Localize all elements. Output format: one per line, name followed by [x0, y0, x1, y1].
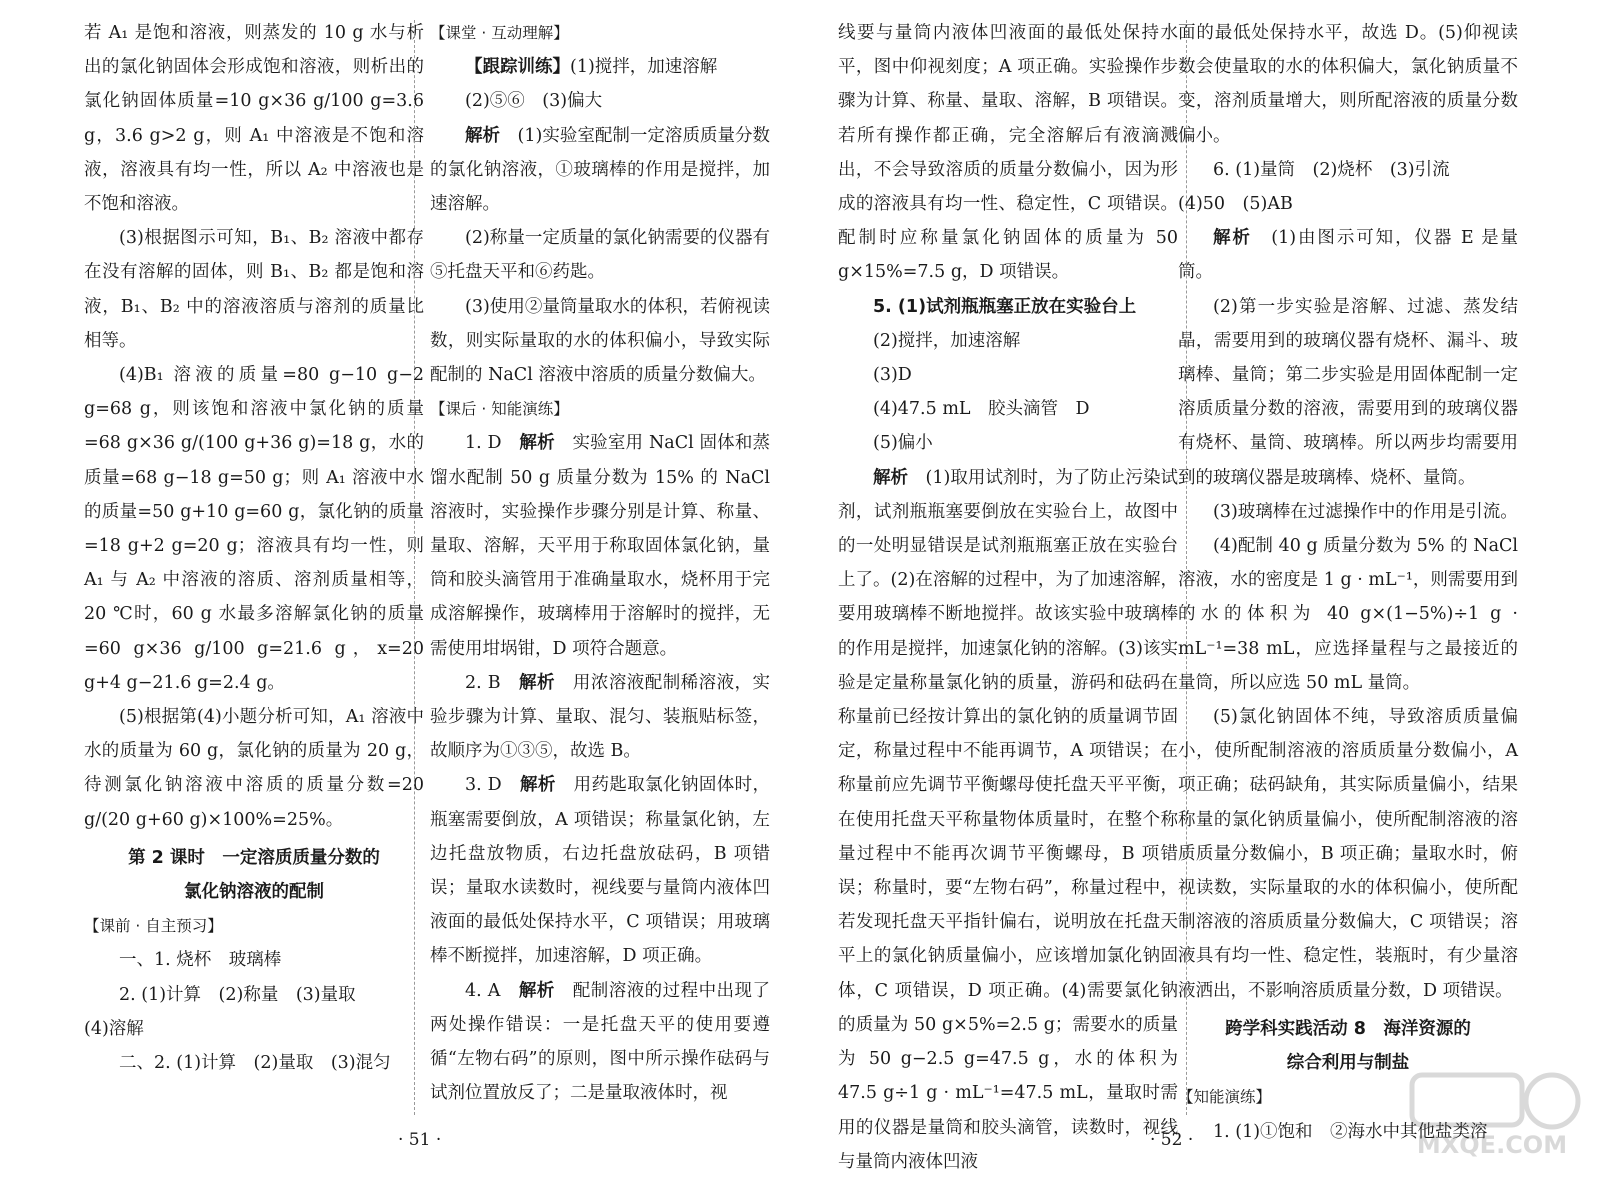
explain-label: 解析 [465, 125, 501, 146]
column-divider [414, 20, 415, 1115]
answer-num: 1. D [465, 433, 502, 454]
answer-line: (2)搅拌，加速溶解 [873, 330, 1021, 351]
answer-line: (5)偏小 [873, 433, 933, 454]
paragraph: (2)称量一定质量的氯化钠需要的仪器有⑤托盘天平和⑥药匙。 [430, 228, 770, 283]
answer-line: 6. (1)量筒 (2)烧杯 (3)引流 [1213, 159, 1450, 180]
answer-line: 二、2. (1)计算 (2)量取 (3)混匀 [119, 1053, 391, 1074]
column-1 [84, 16, 424, 1080]
answer-line: 1. (1)①饱和 ②海水中其他盐类溶 [1213, 1121, 1488, 1142]
watermark-logo [1402, 1061, 1582, 1161]
explain-label: 解析 [873, 467, 909, 488]
paragraph: (3)玻璃棒在过滤操作中的作用是引流。 [1213, 501, 1518, 522]
explain-label: 解析 [1213, 228, 1252, 249]
answer-num: 3. D [465, 775, 502, 796]
answer-line: (4)47.5 mL 胶头滴管 D [873, 399, 1090, 420]
column-3 [838, 16, 1178, 1179]
paragraph: 用浓溶液配制稀溶液，实验步骤为计算、量取、混匀、装瓶贴标签，故顺序为①③⑤，故选 B。 [430, 672, 771, 762]
lesson-title-line2: 氯化钠溶液的配制 [184, 882, 324, 903]
column-2 [430, 16, 770, 1111]
answer-line: 2. (1)计算 (2)称量 (3)量取 [119, 984, 356, 1005]
answer-line: 一、1. 烧杯 玻璃棒 [119, 950, 282, 971]
lesson-title: 第 2 课时 一定溶质质量分数的 [128, 847, 380, 868]
paragraph: (1)实验室配制一定溶质质量分数的氯化钠溶液，①玻璃棒的作用是搅拌，加速溶解。 [430, 125, 770, 215]
paragraph: (4)B₁ 溶液的质量=80 g−10 g−2 g=68 g，则该饱和溶液中氯化钠的质量=68 g×36 g/(100 g+36 g)=18 g，水的质量=68 g−18 g=50 g；则 A₁ 溶液中水的质量=50 g+10 g=60 g，氯化钠的质量=18 g+2 g=20 g；溶液具有均一性，则 A₁ 与 A₂ 中溶液的溶质、溶剂质量相等，20 ℃时，60 g 水最多溶解氯化钠的质量=60 g×36 g/100 g=21.6 g，x=20 g+4 g−21.6 g=2.4 g。 [84, 365, 424, 693]
paragraph: (1)由图示可知，仪器 E 是量筒。 [1178, 228, 1518, 283]
paragraph: 若 A₁ 是饱和溶液，则蒸发的 10 g 水与析出的氯化钠固体会形成饱和溶液，则析出的氯化钠固体质量=10 g×36 g/100 g=3.6 g，3.6 g>2 g，则 A₁ 中溶液是不饱和溶液，溶液具有均一性，所以 A₂ 中溶液也是不饱和溶液。 [84, 23, 424, 215]
watermark-text: MXQE.COM [1416, 1131, 1568, 1159]
column-4 [1178, 16, 1518, 1149]
paragraph: 面的最低处保持水平，故选 D。(5)仰视读数会使量取的水的体积偏大，氯化钠质量不变，溶剂质量增大，则所配溶液的质量分数偏小。 [1178, 23, 1518, 146]
paragraph: 线要与量筒内液体凹液面的最低处保持水平，图中仰视刻度；A 项正确。实验操作步骤为计算、称量、量取、溶解，B 项错误。若所有操作都正确，完全溶解后有液滴溅出，不会导致溶质的质量分数偏小，因为形成的溶液具有均一性、稳定性，C 项错误。配制时应称量氯化钠固体的质量为 50 g×15%=7.5 g，D 项错误。 [838, 23, 1178, 283]
paragraph: (5)根据第(4)小题分析可知，A₁ 溶液中水的质量为 60 g，氯化钠的质量为 20 g，待测氯化钠溶液中溶质的质量分数=20 g/(20 g+60 g)×100%=25%。 [84, 707, 424, 830]
section-heading: 【课前 · 自主预习】 [84, 917, 223, 936]
answer-line: (2)⑤⑥ (3)偏大 [465, 91, 603, 112]
paragraph: (2)第一步实验是溶解、过滤、蒸发结晶，需要用到的玻璃仪器有烧杯、漏斗、玻璃棒、量筒；第二步实验是用固体配制一定溶质质量分数的溶液，需要用到的玻璃仪器有烧杯、量筒、玻璃棒。所以两步均需要用到的玻璃仪器是玻璃棒、烧杯、量筒。 [1178, 296, 1518, 488]
answer-line: (4)溶解 [84, 1018, 144, 1039]
paragraph: 用药匙取氯化钠固体时，瓶塞需要倒放，A 项错误；称量氯化钠，左边托盘放物质，右边托盘放砝码，B 项错误；量取水读数时，视线要与量筒内液体凹液面的最低处保持水平，C 项错误；用玻璃棒不断搅拌，加速溶解，D 项正确。 [430, 775, 771, 967]
activity-title-line2: 综合利用与制盐 [1286, 1053, 1410, 1074]
explain-label: 解析 [519, 775, 556, 796]
paragraph: 实验室用 NaCl 固体和蒸馏水配制 50 g 质量分数为 15% 的 NaCl 溶液时，实验操作步骤分别是计算、称量、量取、溶解，天平用于称取固体氯化钠，量筒和胶头滴管用于准确量取水，烧杯用于完成溶解操作，玻璃棒用于溶解时的搅拌，无需使用坩埚钳，D 项符合题意。 [430, 433, 771, 659]
activity-title: 跨学科实践活动 8 海洋资源的 [1225, 1018, 1471, 1039]
paragraph: (1)取用试剂时，为了防止污染试剂，试剂瓶瓶塞要倒放在实验台上，故图中的一处明显错误是试剂瓶瓶塞正放在实验台上了。(2)在溶解的过程中，为了加速溶解，要用玻璃棒不断地搅拌。故该实验中玻璃棒的作用是搅拌，加速氯化钠的溶解。(3)该实验是定量称量氯化钠的质量，游码和砝码在称量前已经按计算出的氯化钠的质量调节固定，称量过程中不能再调节，A 项错误；在称量前应先调节平衡螺母使托盘天平平衡，在使用托盘天平称量物体质量时，在整个称量过程中不能再次调节平衡螺母，B 项错误；称量时，要“左物右码”，称量过程中，若发现托盘天平指针偏右，说明放在托盘天平上的氯化钠质量偏小，应该增加氯化钠固体，C 项错误，D 项正确。(4)需要氯化钠的质量为 50 g×5%=2.5 g；需要水的质量为 50 g−2.5 g=47.5 g，水的体积为 47.5 g÷1 g · mL⁻¹=47.5 mL，量取时需用的仪器是量筒和胶头滴管，读数时，视线与量筒内液体凹液 [838, 467, 1178, 1172]
page-number-right: · 52 · [1150, 1130, 1194, 1150]
answer-num: 2. B [465, 672, 501, 693]
answer-line: 5. (1)试剂瓶瓶塞正放在实验台上 [873, 296, 1137, 317]
answer-line: (4)50 (5)AB [1178, 194, 1293, 215]
answer-line: (1)搅拌，加速溶解 [570, 57, 718, 78]
explain-label: 解析 [518, 980, 555, 1001]
section-heading: 【课后 · 知能演练】 [430, 400, 569, 419]
track-label: 【跟踪训练】 [465, 57, 570, 78]
page-number-left: · 51 · [398, 1130, 442, 1150]
answer-line: (3)D [873, 365, 912, 386]
explain-label: 解析 [519, 672, 555, 693]
paragraph: 配制溶液的过程中出现了两处操作错误：一是托盘天平的使用要遵循“左物右码”的原则，图中所示操作砝码与试剂位置放反了；二是量取液体时，视 [430, 980, 771, 1104]
paragraph: (3)根据图示可知，B₁、B₂ 溶液中都存在没有溶解的固体，则 B₁、B₂ 都是饱和溶液，B₁、B₂ 中的溶液溶质与溶剂的质量比相等。 [84, 228, 424, 351]
paragraph: (4)配制 40 g 质量分数为 5% 的 NaCl 溶液，水的密度是 1 g · mL⁻¹，则需要用到的水的体积为 40 g×(1−5%)÷1 g · mL⁻¹=38 mL，应选择量程与之最接近的量筒，所以应选 50 mL 量筒。 [1178, 536, 1518, 693]
paragraph: (3)使用②量筒量取水的体积，若俯视读数，则实际量取的水的体积偏小，导致实际配制的 NaCl 溶液中溶质的质量分数偏大。 [430, 296, 770, 386]
paragraph: (5)氯化钠固体不纯，导致溶质质量偏小，使所配制溶液的溶质质量分数偏小，A 项正确；砝码缺角，其实际质量偏小，结果称量的氯化钠质量偏小，使所配制溶液的溶质质量分数偏小，B 项正确；量取水时，俯视读数，实际量取的水的体积偏小，使所配制溶液的溶质质量分数偏大，C 项错误；溶液具有均一性、稳定性，装瓶时，有少量溶液洒出，不影响溶质质量分数，D 项错误。 [1178, 707, 1518, 1001]
answer-num: 4. A [465, 980, 501, 1001]
section-heading: 【课堂 · 互动理解】 [430, 24, 569, 42]
section-heading: 【知能演练】 [1178, 1088, 1272, 1107]
explain-label: 解析 [519, 433, 555, 454]
